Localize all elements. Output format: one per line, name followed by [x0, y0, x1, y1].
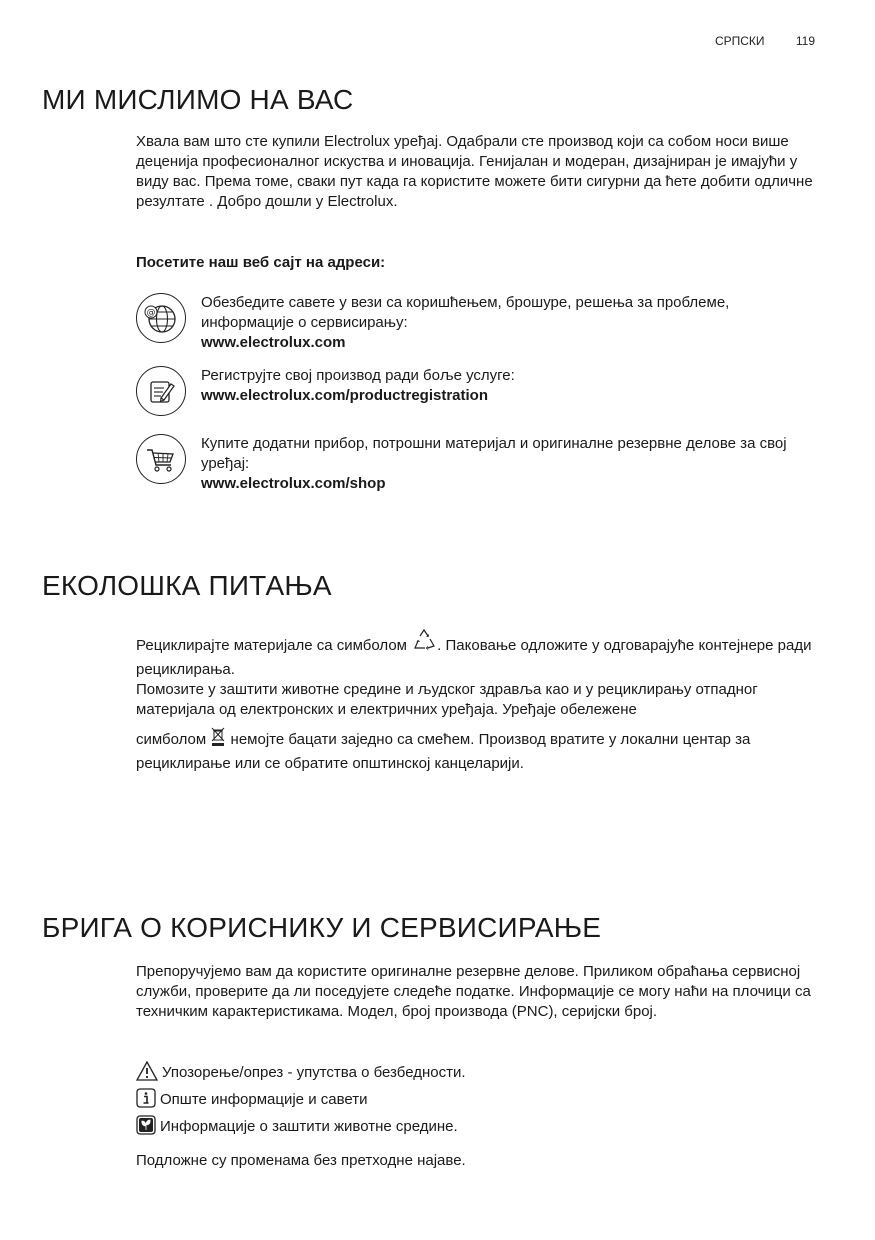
web-item-text: Купите додатни прибор, потрошни материјал и оригиналне резервне делове за свој уређај:: [201, 435, 787, 472]
eco-text: немојте бацати заједно са смећем. Производ вратите у локални центар за рециклирање или се обратите општинској канцеларији.: [136, 731, 751, 772]
section-title-environment: ЕКОЛОШКА ПИТАЊА: [42, 570, 332, 601]
eco-text: . Паковање одложите у одговарајуће контејнере ради рециклирања.: [136, 637, 812, 678]
symbol-legend: [136, 1061, 816, 1142]
language-label: СРПСКИ: [714, 34, 765, 48]
legend-text: Информације о заштити животне средине.: [160, 1118, 458, 1135]
web-item-text: Обезбедите савете у вези са коришћењем, брошуре, решења за проблеме, информације о сервисирању:: [201, 294, 730, 331]
section-title-customer-care: БРИГА О КОРИСНИКУ И СЕРВИСИРАЊЕ: [42, 912, 602, 943]
page-number: 119: [795, 34, 815, 48]
environment-icon: [136, 1115, 156, 1142]
warning-icon: [136, 1061, 158, 1088]
website-heading: Посетите наш веб сајт на адреси:: [136, 254, 386, 271]
link-electrolux-com[interactable]: www.electrolux.com: [201, 334, 346, 351]
footnote: Подложне су променама без претходне најаве.: [136, 1152, 466, 1169]
svg-text:@: @: [146, 308, 156, 318]
link-product-registration[interactable]: www.electrolux.com/productregistration: [201, 387, 488, 404]
page-header: [715, 34, 815, 48]
cart-icon: [136, 434, 186, 484]
eco-text: Помозите у заштити животне средине и људског здравља као и у рециклирању отпадног материјала од електронских и електричних уређаја. Уређаје обележене: [136, 681, 758, 718]
intro-paragraph: Хвала вам што сте купили Electrolux уређај. Одабрали сте производ који са собом носи више деценија професионалног искуства и иновација. Генијалан и модеран, дизајниран је имајући у виду вас. Према томе, сваки пут када га користите можете бити сигурни да ћете добити одличне резултате . Добро дошли у Electrolux.: [136, 133, 813, 210]
web-item-text: Региструјте свој производ ради боље услуге:: [201, 367, 515, 384]
eco-text: симболом: [136, 731, 211, 748]
section-title-we-think-of-you: МИ МИСЛИМО НА ВАС: [42, 84, 354, 115]
legend-item-warning: [136, 1061, 816, 1088]
crossed-bin-icon: [210, 726, 226, 754]
eco-paragraph: [136, 628, 816, 774]
recycle-icon: [411, 628, 437, 660]
link-shop[interactable]: www.electrolux.com/shop: [201, 475, 386, 492]
legend-text: Упозорење/опрез - упутства о безбедности.: [162, 1064, 466, 1081]
eco-text: Рециклирајте материјале са симболом: [136, 637, 412, 654]
register-icon: [136, 366, 186, 416]
globe-at-icon: [136, 293, 186, 343]
info-icon: [136, 1088, 156, 1115]
legend-text: Опште информације и савети: [160, 1091, 368, 1108]
legend-item-environment: [136, 1115, 816, 1142]
legend-item-info: [136, 1088, 816, 1115]
care-paragraph: Препоручујемо вам да користите оригиналне резервне делове. Приликом обраћања сервисној служби, проверите да ли поседујете следеће податке. Информације се могу наћи на плочици са техничким карактеристикама. Модел, број производа (PNC), серијски број.: [136, 963, 811, 1020]
